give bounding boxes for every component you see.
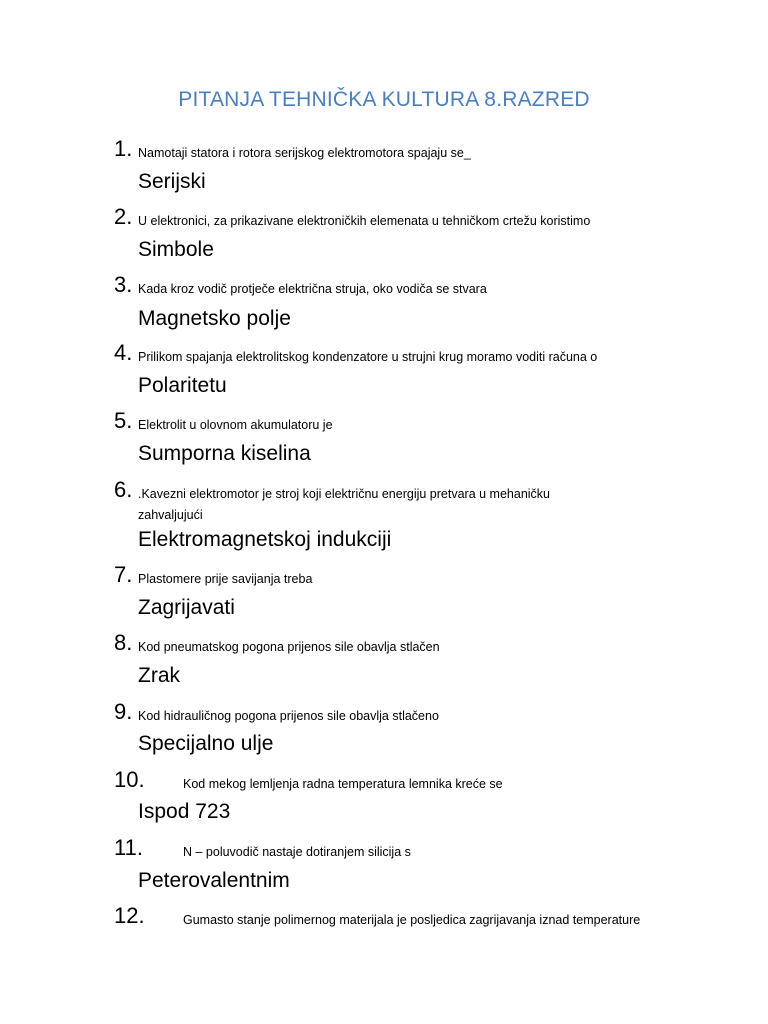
question-number: 10.	[114, 767, 145, 792]
question-text: Kod hidrauličnog pogona prijenos sile obavlja stlačeno	[138, 709, 439, 723]
question-text: Kada kroz vodič protječe električna struja, oko vodiča se stvara	[138, 282, 487, 296]
answer-text: Magnetsko polje	[138, 307, 291, 330]
answer-text: Peterovalentnim	[138, 869, 290, 892]
question-text: Gumasto stanje polimernog materijala je posljedica zagrijavanja iznad temperature	[183, 913, 641, 927]
question-number: 7.	[114, 562, 133, 587]
question-number: 9.	[114, 699, 133, 724]
question-number: 2.	[114, 204, 133, 229]
question-text: Elektrolit u olovnom akumulatoru je	[138, 418, 333, 432]
question-text: N – poluvodič nastaje dotiranjem silicija s	[183, 845, 411, 859]
question-number: 5.	[114, 408, 133, 433]
answer-text: Simbole	[138, 238, 214, 261]
question-text: Namotaji statora i rotora serijskog elektromotora spajaju se_	[138, 146, 471, 160]
question-number: 12.	[114, 903, 145, 928]
page-title: PITANJA TEHNIČKA KULTURA 8.RAZRED	[178, 88, 590, 111]
answer-text: Ispod 723	[138, 800, 231, 823]
answer-text: Specijalno ulje	[138, 732, 274, 755]
question-number: 11.	[114, 835, 143, 860]
answer-text: Zrak	[138, 664, 180, 687]
answer-text: Sumporna kiselina	[138, 442, 311, 465]
question-number: 4.	[114, 340, 133, 365]
question-number: 6.	[114, 477, 133, 502]
answer-text: Polaritetu	[138, 374, 227, 397]
answer-text: Zagrijavati	[138, 596, 235, 619]
question-number: 8.	[114, 630, 133, 655]
question-text: Kod pneumatskog pogona prijenos sile obavlja stlačen	[138, 640, 440, 654]
question-text: Kod mekog lemljenja radna temperatura lemnika kreće se	[183, 777, 503, 791]
question-number: 3.	[114, 272, 133, 297]
question-number: 1.	[114, 136, 133, 161]
answer-text: Elektromagnetskoj indukciji	[138, 528, 392, 551]
question-text: Plastomere prije savijanja treba	[138, 572, 313, 586]
question-text: Prilikom spajanja elektrolitskog kondenzatore u strujni krug moramo voditi računa o	[138, 350, 598, 364]
question-text: .Kavezni elektromotor je stroj koji električnu energiju pretvara u mehaničku zahvaljujući	[138, 487, 550, 522]
answer-text: Serijski	[138, 170, 206, 193]
question-text: U elektronici, za prikazivane elektroničkih elemenata u tehničkom crtežu koristimo	[138, 214, 591, 228]
